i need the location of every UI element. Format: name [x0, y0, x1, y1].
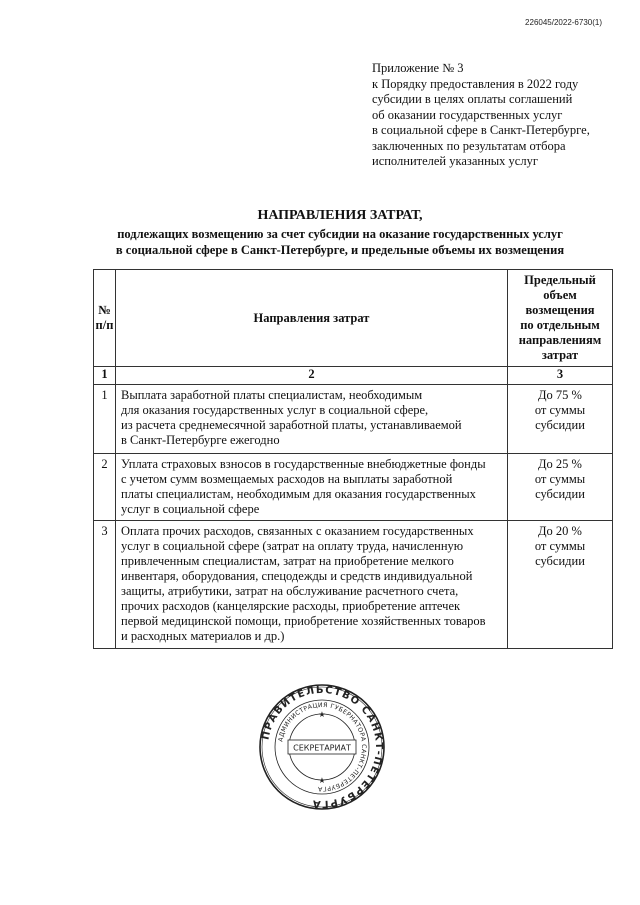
- row-text-line: в Санкт-Петербурге ежегодно: [121, 433, 280, 447]
- row-limit-line: от суммы: [534, 472, 586, 486]
- row-limit-line: от суммы: [534, 539, 586, 553]
- row-text-line: защиты, атрибутики, затрат на обслуживание расчетного счета,: [121, 584, 459, 598]
- row-text-line: прочих расходов (канцелярские расходы, приобретение аптечек: [121, 599, 461, 613]
- row-limit-line: До 20 %: [538, 524, 582, 538]
- row-text-line: Уплата страховых взносов в государственные внебюджетные фонды: [121, 457, 486, 471]
- appendix-line: Приложение № 3: [372, 61, 464, 75]
- table-row: [94, 454, 613, 521]
- table-row: [94, 521, 613, 649]
- row-text-line: платы специалистам, необходимым для оказания государственных: [121, 487, 476, 501]
- appendix-line: в социальной сфере в Санкт-Петербурге,: [372, 123, 590, 137]
- table-row: [94, 385, 613, 454]
- seal-outer-text: ПРАВИТЕЛЬСТВО САНКТ-ПЕТЕРБУРГА: [260, 684, 385, 810]
- row-number: 1: [94, 385, 116, 454]
- row-text-line: с учетом сумм возмещаемых расходов на выплаты заработной: [121, 472, 453, 486]
- header-number-line: п/п: [95, 318, 114, 332]
- header-limit-line: объем: [543, 288, 577, 302]
- header-limit-line: по отдельным: [520, 318, 600, 332]
- row-text-line: из расчета среднемесячной заработной платы, устанавливаемой: [121, 418, 462, 432]
- header-limit-line: затрат: [541, 348, 579, 362]
- row-text-line: Выплата заработной платы специалистам, необходимым: [121, 388, 423, 402]
- header-limit-line: направлениям: [518, 333, 602, 347]
- row-text-line: Оплата прочих расходов, связанных с оказанием государственных: [121, 524, 474, 538]
- document-id: 226045/2022-6730(1): [525, 18, 602, 27]
- seal-star-icon: ★: [318, 776, 326, 785]
- seal-star-icon: ★: [318, 710, 326, 719]
- appendix-line: субсидии в целях оплаты соглашений: [372, 92, 573, 106]
- row-limit: [508, 385, 613, 454]
- official-seal-stamp: [258, 683, 386, 811]
- row-limit-line: До 25 %: [538, 457, 582, 471]
- row-direction: [116, 521, 508, 649]
- row-direction: [116, 454, 508, 521]
- row-limit-line: субсидии: [535, 487, 585, 501]
- row-text-line: инвентаря, оборудования, спецодежды и средств индивидуальной: [121, 569, 473, 583]
- row-limit: [508, 521, 613, 649]
- subtitle-line: в социальной сфере в Санкт-Петербурге, и предельные объемы их возмещения: [115, 242, 565, 257]
- header-directions: Направления затрат: [116, 270, 508, 367]
- subtitle-line: подлежащих возмещению за счет субсидии на оказание государственных услуг: [117, 227, 563, 241]
- seal-center-text: СЕКРЕТАРИАТ: [293, 743, 351, 753]
- row-text-line: привлеченным специалистам, затрат на приобретение мелкого: [121, 554, 454, 568]
- cost-directions-table: [93, 269, 613, 649]
- row-number: 3: [94, 521, 116, 649]
- document-title: НАПРАВЛЕНИЯ ЗАТРАТ,: [257, 208, 423, 223]
- appendix-line: заключенных по результатам отбора: [372, 138, 566, 153]
- row-limit: [508, 454, 613, 521]
- appendix-block: [372, 61, 612, 170]
- row-direction: [116, 385, 508, 454]
- row-limit-line: До 75 %: [538, 388, 582, 402]
- column-number: 2: [116, 367, 508, 385]
- header-limit: [508, 270, 613, 367]
- row-text-line: услуг в социальной сфере (затрат на оплату труда, начисленную: [121, 539, 464, 553]
- header-limit-line: Предельный: [524, 273, 596, 287]
- header-number: [94, 270, 116, 367]
- document-subtitle: [70, 227, 610, 258]
- column-numbers-row: [94, 367, 613, 385]
- row-limit-line: субсидии: [535, 418, 585, 432]
- appendix-line: исполнителей указанных услуг: [372, 154, 538, 168]
- row-number: 2: [94, 454, 116, 521]
- appendix-line: об оказании государственных услуг: [372, 107, 563, 122]
- column-number: 1: [94, 367, 116, 385]
- header-number-line: №: [98, 303, 111, 317]
- row-text-line: и расходных материалов и др.): [121, 629, 285, 643]
- row-text-line: для оказания государственных услуг в социальной сфере,: [121, 403, 429, 417]
- row-text-line: услуг в социальной сфере: [121, 502, 260, 516]
- column-number: 3: [508, 367, 613, 385]
- appendix-line: к Порядку предоставления в 2022 году: [372, 76, 579, 91]
- header-limit-line: возмещения: [525, 303, 595, 317]
- row-text-line: первой медицинской помощи, приобретение хозяйственных товаров: [121, 614, 486, 628]
- seal-inner-text: АДМИНИСТРАЦИЯ ГУБЕРНАТОРА САНКТ-ПЕТЕРБУРГА: [277, 701, 368, 793]
- table-header-row: [94, 270, 613, 367]
- row-limit-line: от суммы: [534, 403, 586, 417]
- row-limit-line: субсидии: [535, 554, 585, 568]
